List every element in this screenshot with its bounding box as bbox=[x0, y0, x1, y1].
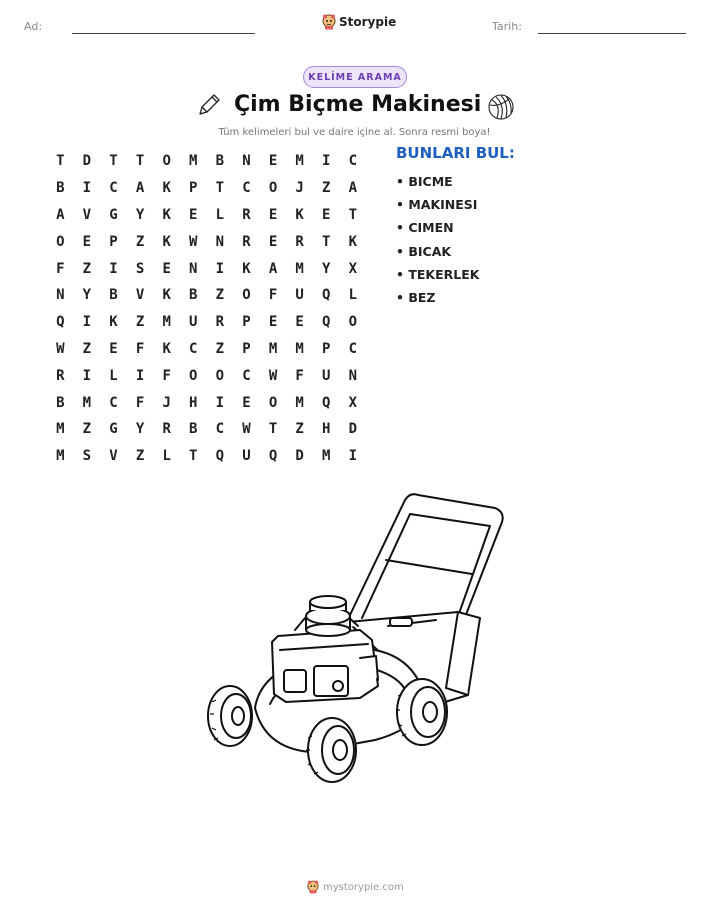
grid-letter[interactable]: D bbox=[348, 421, 358, 438]
grid-letter[interactable]: Z bbox=[135, 233, 145, 250]
name-line[interactable] bbox=[72, 33, 255, 34]
grid-letter[interactable]: T bbox=[348, 206, 358, 223]
grid-letter[interactable]: E bbox=[268, 206, 278, 223]
grid-letter[interactable]: M bbox=[295, 340, 304, 357]
grid-row bbox=[47, 362, 366, 389]
grid-letter[interactable]: L bbox=[162, 448, 171, 465]
grid-letter[interactable]: I bbox=[215, 394, 225, 411]
grid-letter[interactable]: K bbox=[162, 340, 171, 357]
grid-letter[interactable]: E bbox=[268, 153, 278, 170]
grid-letter[interactable]: P bbox=[242, 340, 251, 357]
grid-letter[interactable]: E bbox=[268, 233, 278, 250]
grid-row bbox=[47, 148, 366, 175]
grid-letter[interactable]: G bbox=[109, 206, 118, 223]
grid-letter[interactable]: E bbox=[268, 314, 278, 331]
grid-letter[interactable]: M bbox=[56, 448, 65, 465]
grid-letter[interactable]: N bbox=[56, 287, 65, 304]
grid-letter[interactable]: O bbox=[56, 233, 65, 250]
grid-letter[interactable]: V bbox=[82, 206, 92, 223]
grid-letter[interactable]: B bbox=[56, 394, 65, 411]
instructions: Tüm kelimeleri bul ve daire içine al. Sonra resmi boya! bbox=[218, 127, 491, 138]
brand-logo bbox=[322, 14, 396, 30]
grid-letter[interactable]: R bbox=[242, 206, 251, 223]
grid-letter[interactable]: Q bbox=[56, 314, 65, 331]
lawn-mower-illustration[interactable] bbox=[200, 490, 510, 790]
yarn-ball-icon bbox=[487, 93, 515, 121]
grid-letter[interactable]: B bbox=[189, 287, 198, 304]
grid-letter[interactable]: A bbox=[268, 260, 278, 277]
grid-letter[interactable]: D bbox=[295, 448, 304, 465]
grid-letter[interactable]: M bbox=[162, 314, 171, 331]
grid-letter[interactable]: Z bbox=[135, 314, 145, 331]
grid-letter[interactable]: T bbox=[322, 233, 331, 250]
grid-letter[interactable]: U bbox=[322, 367, 331, 384]
grid-letter[interactable]: R bbox=[295, 233, 304, 250]
grid-letter[interactable]: R bbox=[242, 233, 251, 250]
grid-letter[interactable]: Q bbox=[322, 394, 331, 411]
grid-letter[interactable]: I bbox=[215, 260, 225, 277]
grid-letter[interactable]: C bbox=[348, 153, 358, 170]
grid-letter[interactable]: W bbox=[189, 233, 198, 250]
grid-row bbox=[47, 228, 366, 255]
grid-letter[interactable]: I bbox=[82, 367, 92, 384]
word-list-item: • MAKINESI bbox=[396, 197, 478, 213]
grid-letter[interactable]: H bbox=[322, 421, 331, 438]
category-badge: KELİME ARAMA bbox=[303, 66, 407, 88]
grid-letter[interactable]: I bbox=[322, 153, 331, 170]
grid-letter[interactable]: T bbox=[56, 153, 65, 170]
grid-letter[interactable]: W bbox=[56, 340, 65, 357]
grid-letter[interactable]: K bbox=[162, 233, 171, 250]
grid-letter[interactable]: O bbox=[215, 367, 225, 384]
grid-row bbox=[47, 202, 366, 229]
grid-letter[interactable]: U bbox=[189, 314, 198, 331]
grid-letter[interactable]: T bbox=[215, 180, 225, 197]
grid-letter[interactable]: R bbox=[56, 367, 65, 384]
grid-letter[interactable]: F bbox=[135, 340, 145, 357]
grid-letter[interactable]: C bbox=[215, 421, 225, 438]
grid-letter[interactable]: N bbox=[189, 260, 198, 277]
grid-row bbox=[47, 282, 366, 309]
grid-letter[interactable]: K bbox=[162, 206, 171, 223]
grid-letter[interactable]: Q bbox=[322, 287, 331, 304]
grid-letter[interactable]: E bbox=[242, 394, 251, 411]
grid-letter[interactable]: Z bbox=[82, 340, 92, 357]
word-list-item: • BICAK bbox=[396, 243, 452, 259]
grid-letter[interactable]: M bbox=[322, 448, 331, 465]
grid-letter[interactable]: I bbox=[82, 180, 92, 197]
grid-letter[interactable]: W bbox=[268, 367, 278, 384]
grid-letter[interactable]: J bbox=[162, 394, 171, 411]
grid-letter[interactable]: D bbox=[82, 153, 92, 170]
grid-letter[interactable]: E bbox=[295, 314, 304, 331]
grid-letter[interactable]: C bbox=[109, 180, 118, 197]
grid-letter[interactable]: X bbox=[348, 260, 358, 277]
grid-letter[interactable]: P bbox=[242, 314, 251, 331]
grid-letter[interactable]: K bbox=[109, 314, 118, 331]
grid-letter[interactable]: M bbox=[56, 421, 65, 438]
grid-letter[interactable]: K bbox=[162, 180, 171, 197]
word-list bbox=[396, 170, 479, 309]
grid-letter[interactable]: O bbox=[268, 180, 278, 197]
grid-letter[interactable]: L bbox=[348, 287, 358, 304]
grid-row bbox=[47, 336, 366, 363]
grid-letter[interactable]: F bbox=[162, 367, 171, 384]
grid-letter[interactable]: T bbox=[109, 153, 118, 170]
grid-letter[interactable]: P bbox=[189, 180, 198, 197]
grid-letter[interactable]: E bbox=[82, 233, 92, 250]
grid-row bbox=[47, 175, 366, 202]
grid-letter[interactable]: G bbox=[109, 421, 118, 438]
storypie-mascot-icon bbox=[322, 14, 336, 30]
grid-letter[interactable]: Y bbox=[135, 206, 145, 223]
grid-row bbox=[47, 255, 366, 282]
grid-row bbox=[47, 389, 366, 416]
grid-letter[interactable]: K bbox=[295, 206, 304, 223]
grid-letter[interactable]: Y bbox=[322, 260, 331, 277]
grid-letter[interactable]: M bbox=[295, 394, 304, 411]
grid-letter[interactable]: L bbox=[215, 206, 225, 223]
grid-letter[interactable]: Z bbox=[215, 340, 225, 357]
grid-letter[interactable]: Z bbox=[322, 180, 331, 197]
grid-letter[interactable]: M bbox=[295, 153, 304, 170]
grid-letter[interactable]: B bbox=[56, 180, 65, 197]
grid-letter[interactable]: R bbox=[215, 314, 225, 331]
grid-row bbox=[47, 443, 366, 470]
grid-letter[interactable]: F bbox=[135, 394, 145, 411]
grid-letter[interactable]: S bbox=[82, 448, 92, 465]
grid-letter[interactable]: H bbox=[189, 394, 198, 411]
grid-letter[interactable]: C bbox=[109, 394, 118, 411]
grid-letter[interactable]: M bbox=[295, 260, 304, 277]
grid-letter[interactable]: K bbox=[242, 260, 251, 277]
grid-letter[interactable]: E bbox=[189, 206, 198, 223]
grid-letter[interactable]: O bbox=[268, 394, 278, 411]
date-line[interactable] bbox=[538, 33, 686, 34]
grid-letter[interactable]: O bbox=[348, 314, 358, 331]
grid-letter[interactable]: M bbox=[189, 153, 198, 170]
word-list-title: BUNLARI BUL: bbox=[396, 144, 515, 162]
grid-letter[interactable]: K bbox=[348, 233, 358, 250]
grid-letter[interactable]: A bbox=[348, 180, 358, 197]
brand-name: Storypie bbox=[339, 15, 397, 29]
grid-letter[interactable]: P bbox=[109, 233, 118, 250]
footer-url[interactable]: mystorypie.com bbox=[323, 881, 404, 893]
storypie-mascot-icon bbox=[307, 880, 319, 894]
name-label: Ad: bbox=[24, 20, 43, 33]
grid-letter[interactable]: N bbox=[242, 153, 251, 170]
grid-letter[interactable]: M bbox=[268, 340, 278, 357]
grid-letter[interactable]: P bbox=[322, 340, 331, 357]
word-list-item: • TEKERLEK bbox=[396, 266, 480, 282]
grid-letter[interactable]: B bbox=[215, 153, 225, 170]
grid-letter[interactable]: V bbox=[135, 287, 145, 304]
grid-letter[interactable]: I bbox=[135, 367, 145, 384]
grid-letter[interactable]: S bbox=[135, 260, 145, 277]
letter-grid bbox=[47, 148, 366, 470]
grid-letter[interactable]: W bbox=[242, 421, 251, 438]
grid-letter[interactable]: Y bbox=[135, 421, 145, 438]
grid-letter[interactable]: T bbox=[268, 421, 278, 438]
grid-letter[interactable]: O bbox=[242, 287, 251, 304]
grid-letter[interactable]: E bbox=[322, 206, 331, 223]
grid-row bbox=[47, 416, 366, 443]
grid-letter[interactable]: K bbox=[162, 287, 171, 304]
grid-letter[interactable]: U bbox=[242, 448, 251, 465]
grid-letter[interactable]: X bbox=[348, 394, 358, 411]
grid-letter[interactable]: F bbox=[56, 260, 65, 277]
grid-letter[interactable]: A bbox=[135, 180, 145, 197]
grid-letter[interactable]: C bbox=[242, 180, 251, 197]
grid-letter[interactable]: O bbox=[162, 153, 171, 170]
grid-letter[interactable]: Z bbox=[82, 421, 92, 438]
grid-letter[interactable]: Z bbox=[82, 260, 92, 277]
grid-letter[interactable]: Q bbox=[268, 448, 278, 465]
grid-letter[interactable]: I bbox=[109, 260, 118, 277]
grid-letter[interactable]: B bbox=[189, 421, 198, 438]
grid-letter[interactable]: N bbox=[215, 233, 225, 250]
grid-letter[interactable]: E bbox=[109, 340, 118, 357]
grid-letter[interactable]: I bbox=[82, 314, 92, 331]
grid-letter[interactable]: R bbox=[162, 421, 171, 438]
grid-letter[interactable]: L bbox=[109, 367, 118, 384]
grid-letter[interactable]: T bbox=[135, 153, 145, 170]
grid-letter[interactable]: Q bbox=[322, 314, 331, 331]
grid-letter[interactable]: A bbox=[56, 206, 65, 223]
grid-letter[interactable]: I bbox=[348, 448, 358, 465]
page-title: Çim Biçme Makinesi bbox=[234, 92, 482, 117]
grid-letter[interactable]: V bbox=[109, 448, 118, 465]
grid-letter[interactable]: Z bbox=[295, 421, 304, 438]
pencil-icon bbox=[196, 92, 222, 118]
grid-letter[interactable]: U bbox=[295, 287, 304, 304]
grid-letter[interactable]: T bbox=[189, 448, 198, 465]
grid-letter[interactable]: Z bbox=[135, 448, 145, 465]
grid-letter[interactable]: F bbox=[268, 287, 278, 304]
date-label: Tarih: bbox=[492, 20, 522, 33]
grid-letter[interactable]: B bbox=[109, 287, 118, 304]
grid-letter[interactable]: Z bbox=[215, 287, 225, 304]
grid-letter[interactable]: N bbox=[348, 367, 358, 384]
grid-letter[interactable]: Y bbox=[82, 287, 92, 304]
grid-letter[interactable]: J bbox=[295, 180, 304, 197]
grid-letter[interactable]: O bbox=[189, 367, 198, 384]
footer bbox=[307, 880, 404, 894]
grid-letter[interactable]: Q bbox=[215, 448, 225, 465]
word-list-item: • BEZ bbox=[396, 290, 436, 306]
word-list-item: • CIMEN bbox=[396, 220, 454, 236]
grid-letter[interactable]: M bbox=[82, 394, 92, 411]
grid-letter[interactable]: C bbox=[242, 367, 251, 384]
grid-letter[interactable]: C bbox=[348, 340, 358, 357]
word-list-item: • BICME bbox=[396, 174, 453, 190]
grid-letter[interactable]: C bbox=[189, 340, 198, 357]
grid-letter[interactable]: F bbox=[295, 367, 304, 384]
grid-letter[interactable]: E bbox=[162, 260, 171, 277]
grid-row bbox=[47, 309, 366, 336]
